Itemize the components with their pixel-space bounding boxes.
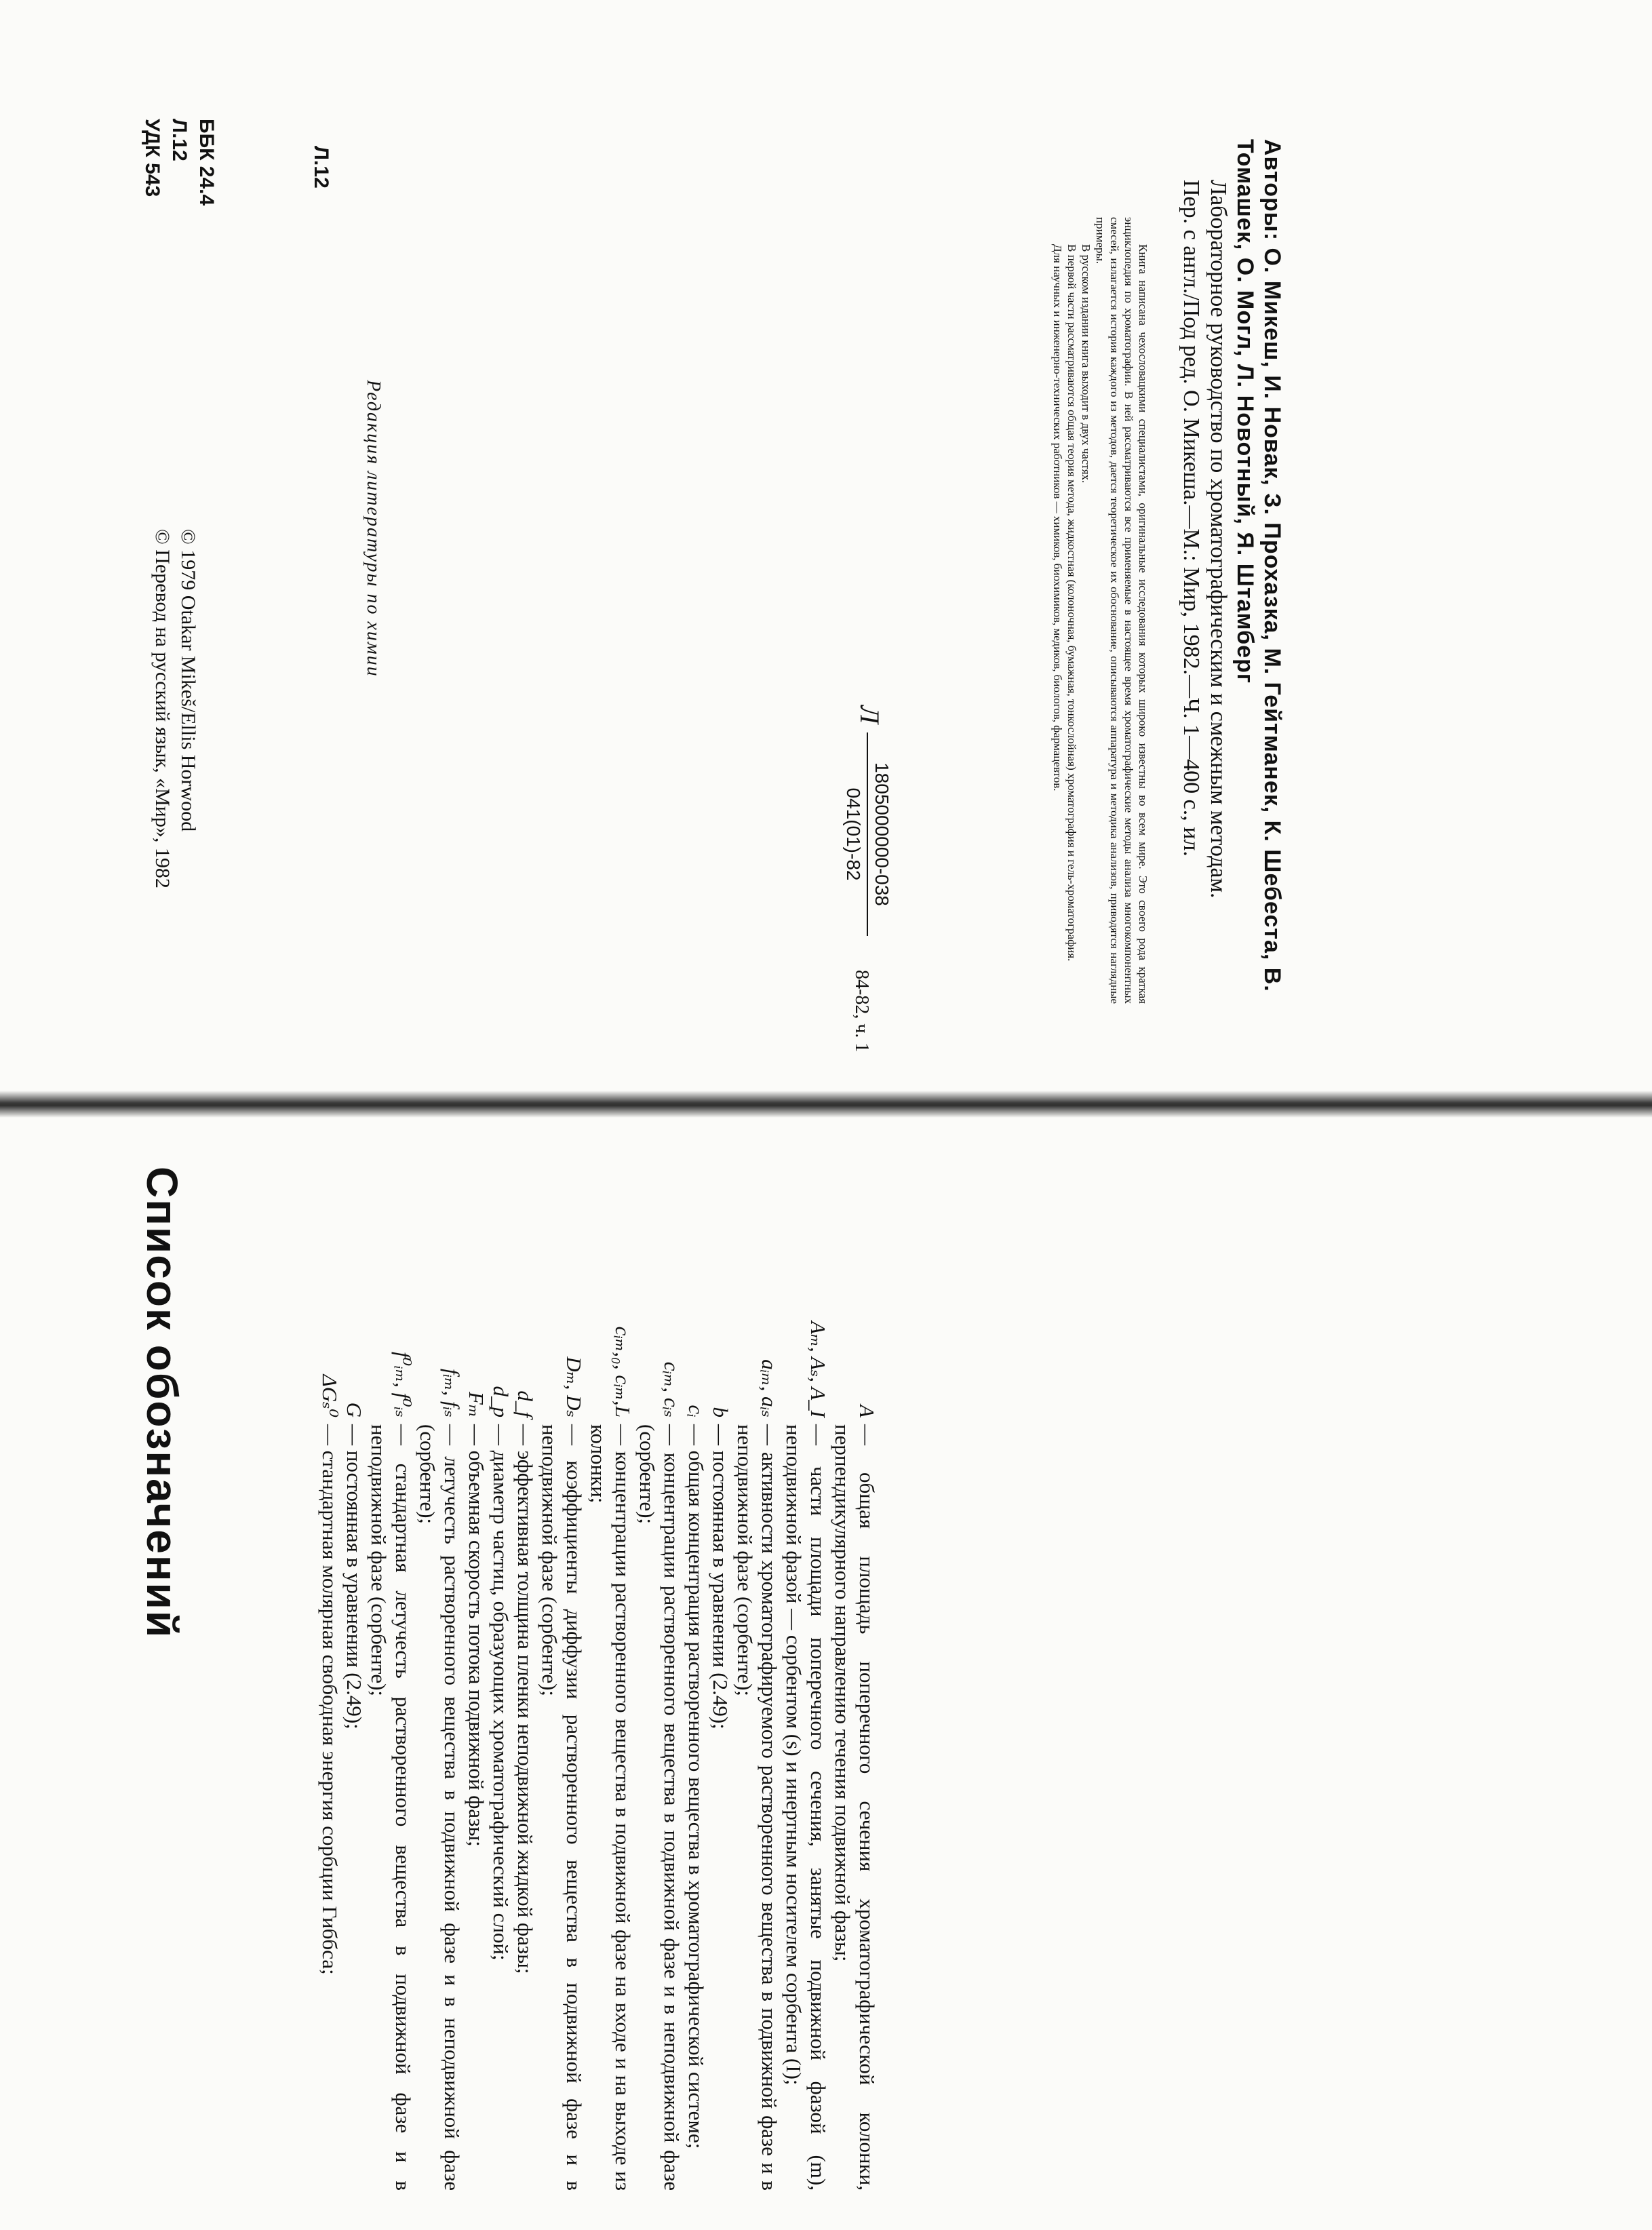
abstract-paragraph: Книга написана чехословацкими специалистами, оригинальные исследования которых широко известны во всем мире. Это своего рода краткая энциклопедия по хроматографии. В ней рассматриваются все применяемые в настоящее время хроматографические методы анализа многокомпонентных смесей, излагается история каждого из методов, дается теоретическое их обоснование, описываются аппаратура и методика анализов, приводятся наглядные примеры. [1094, 217, 1149, 1004]
price-numerator: 1805000000-038 [871, 762, 892, 906]
symbol: d_p [489, 1386, 513, 1417]
symbol: Dₘ, Dₛ [562, 1356, 586, 1417]
list-item [781, 1268, 830, 2191]
bbk-line: ББК 24.4 [195, 119, 218, 206]
symbol-definition: — летучесть растворенного вещества в подвижной фазе и в неподвижной фазе (сорбенте); [416, 1424, 464, 2191]
symbol: f⁰ᵢₘ, f⁰ᵢₛ [391, 1352, 415, 1417]
symbol: ΔGₛ⁰ [318, 1374, 342, 1417]
edition-info: 84-82, ч. 1 [851, 970, 872, 1053]
list-item [830, 1268, 879, 2191]
list-item [537, 1268, 586, 2191]
symbol: A [855, 1405, 879, 1417]
bbk-line: Л.12 [168, 119, 191, 161]
symbol-definition: — концентрации растворенного вещества в подвижной фазе и в неподвижной фазе (сорбенте); [635, 1424, 684, 2191]
catalog-code: Л.12 [310, 146, 332, 189]
symbol: d_f [513, 1390, 537, 1417]
symbol: b [709, 1407, 732, 1417]
bibliographic-entry [1177, 139, 1286, 1089]
list-item [342, 1268, 366, 2191]
copyright-block [149, 529, 201, 888]
list-item [317, 1268, 342, 2191]
symbol-definition: — коэффициенты диффузии растворенного вещества в подвижной фазе и в неподвижной фазе (сорбенте); [538, 1424, 586, 2191]
list-item [708, 1268, 732, 2191]
symbol-definition: — общая площадь поперечного сечения хроматографической колонки, перпендикулярного направлению течения подвижной фазы; [831, 1424, 879, 2191]
list-item [415, 1268, 464, 2191]
abstract-paragraph: В русском издании книга выходит в двух частях. [1080, 244, 1093, 484]
list-item [732, 1268, 781, 2191]
page-gutter [0, 1091, 1652, 1118]
symbol: cᵢₘ,₀, cᵢₘ,L [611, 1326, 635, 1417]
classification-block [138, 119, 220, 322]
price-code [842, 705, 892, 936]
symbol-definition: — постоянная в уравнении (2.49); [342, 1424, 366, 1729]
price-denominator: 041(01)-82 [843, 787, 864, 881]
page-title: Список обозначений [138, 1167, 186, 1639]
book-title-line: Лабораторное руководство по хроматографическим и смежным методам. [1206, 180, 1231, 899]
symbol-definition: — стандартная летучесть растворенного вещества в подвижной фазе и в неподвижной фазе (сорбенте); [367, 1424, 415, 2191]
udk-line: УДК 543 [141, 119, 163, 197]
symbol: fᵢₘ, fᵢₛ [440, 1369, 464, 1417]
list-item [488, 1268, 513, 2191]
symbol-definition: — части площади поперечного сечения, занятые подвижной фазой (m), неподвижной фазой — сорбентом (s) и инертным носителем сорбента (I); [782, 1424, 830, 2191]
list-item [635, 1268, 684, 2191]
abstract-paragraph: Для научных и инженерно-технических работников — химиков, биохимиков, медиков, биологов, фармацевтов. [1051, 244, 1064, 791]
list-item [366, 1268, 415, 2191]
symbol: aᵢₘ, aᵢₛ [758, 1359, 781, 1417]
list-item [684, 1268, 708, 2191]
symbol-list [317, 1268, 879, 2191]
symbol-definition: — объемная скорость потока подвижной фазы; [465, 1424, 488, 1847]
abstract [1050, 217, 1150, 1004]
symbol-definition: — эффективная толщина пленки неподвижной жидкой фазы; [513, 1424, 537, 1974]
symbol: cᵢₘ, cᵢₛ [660, 1361, 684, 1417]
price-letter: Л [854, 705, 885, 724]
copyright-line: © Перевод на русский язык, «Мир», 1982 [151, 529, 174, 888]
authors-line: Авторы: О. Микеш, И. Новак, З. Прохазка, М. Гейтманек, К. Шебеста, В. Томашек, О. Могл, Л. Новотный, Я. Штамберг [1232, 139, 1285, 992]
list-item [586, 1268, 635, 2191]
copyright-line: © 1979 Otakar Mikeš/Ellis Horwood [177, 529, 199, 832]
fraction-bar [867, 732, 868, 936]
editorial-office: Редакция литературы по химии [363, 380, 384, 678]
list-item [513, 1268, 537, 2191]
symbol-definition: — активности хроматографируемого растворенного вещества в подвижной фазе и в неподвижной фазе (сорбенте); [733, 1424, 781, 2191]
symbol-definition: — диаметр частиц, образующих хроматографический слой; [489, 1424, 513, 1961]
publication-line: Пер. с англ./Под ред. О. Микеша.—М.: Мир, 1982.—Ч. 1—400 с., ил. [1179, 180, 1204, 857]
symbol: Fₘ [465, 1392, 488, 1417]
symbol-definition: — общая концентрация растворенного вещества в хроматографической системе; [684, 1424, 708, 2149]
abstract-paragraph: В первой части рассматриваются общая теория метода, жидкостная (колоночная, бумажная, тонкослойная) хроматография и гель-хроматография. [1065, 244, 1078, 962]
symbol: Aₘ, Aₛ, A_I [806, 1321, 830, 1417]
list-item [464, 1268, 488, 2191]
symbol-definition: — постоянная в уравнении (2.49); [709, 1424, 732, 1729]
symbol-definition: — концентрации растворенного вещества в подвижной фазе на входе и на выходе из колонки; [587, 1424, 635, 2191]
symbol-definition: — стандартная молярная свободная энергия сорбции Гиббса; [318, 1424, 342, 1975]
symbol: cᵢ [684, 1405, 708, 1417]
symbol: G [342, 1402, 366, 1417]
